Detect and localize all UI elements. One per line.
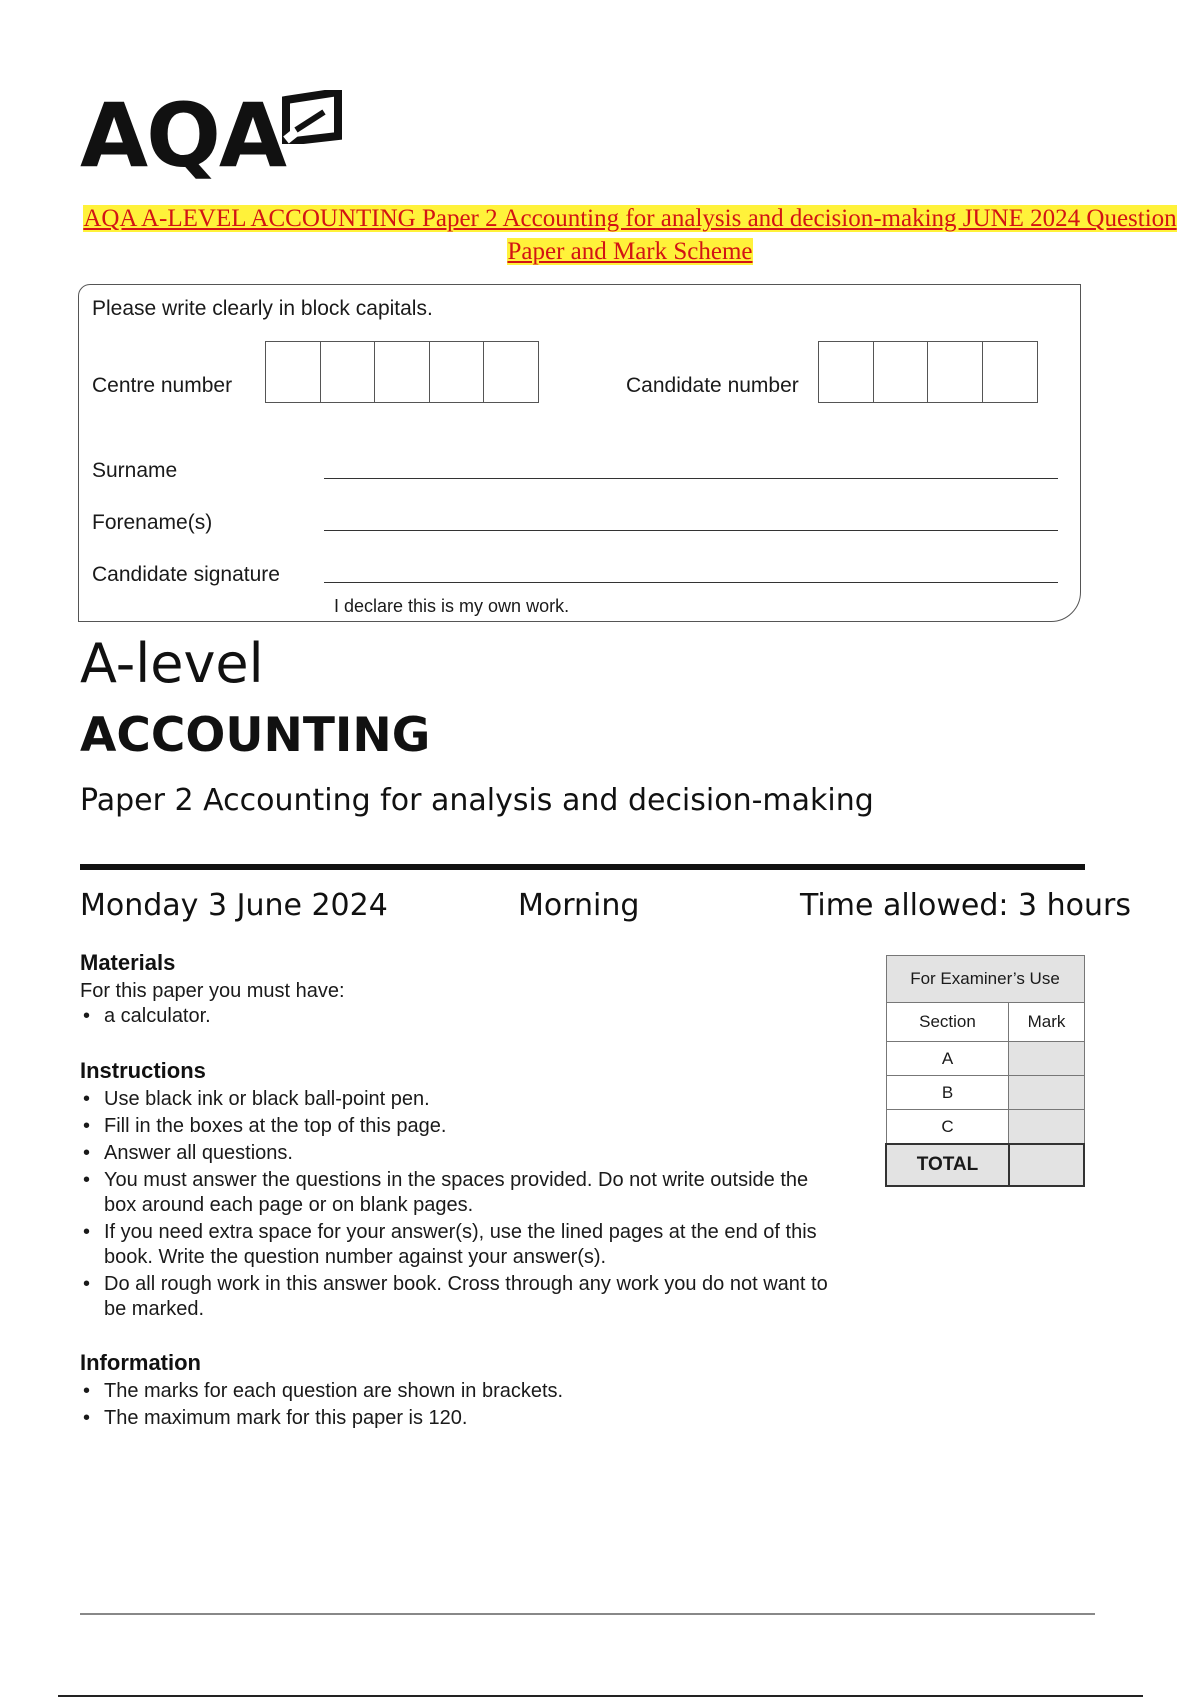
list-item: • Do all rough work in this answer book. Cross through any work you do not want to be marked. (80, 1272, 840, 1322)
footer-rule (80, 1613, 1095, 1615)
forename-field[interactable] (324, 530, 1058, 531)
mark-column-header: Mark (1009, 1003, 1084, 1042)
list-item: • You must answer the questions in the spaces provided. Do not write outside the box around each page or on blank pages. (80, 1168, 840, 1218)
centre-digit-box[interactable] (265, 341, 321, 403)
total-mark-cell (1009, 1144, 1084, 1186)
candidate-digit-box[interactable] (818, 341, 874, 403)
section-cell: A (886, 1042, 1009, 1076)
heading-rule (80, 864, 1085, 870)
centre-digit-box[interactable] (320, 341, 376, 403)
centre-number-boxes (265, 341, 538, 403)
candidate-digit-box[interactable] (873, 341, 929, 403)
section-cell: B (886, 1076, 1009, 1110)
surname-field[interactable] (324, 478, 1058, 479)
qualification-level: A-level (80, 632, 264, 695)
materials-heading: Materials (80, 950, 176, 975)
centre-number-label: Centre number (92, 374, 233, 397)
list-item: • Use black ink or black ball-point pen. (80, 1087, 840, 1112)
examiner-use-table (885, 955, 1085, 1187)
exam-date: Monday 3 June 2024 (80, 888, 388, 923)
page-bottom-rule (58, 1695, 1143, 1697)
list-item: • The marks for each question are shown in brackets. (80, 1379, 840, 1404)
table-row (886, 1042, 1084, 1076)
table-row (886, 1110, 1084, 1145)
information-heading: Information (80, 1350, 201, 1375)
table-row (886, 1076, 1084, 1110)
centre-digit-box[interactable] (374, 341, 430, 403)
centre-digit-box[interactable] (483, 341, 539, 403)
subject-title: ACCOUNTING (80, 708, 431, 763)
surname-label: Surname (92, 459, 178, 482)
declaration-text: I declare this is my own work. (334, 596, 570, 616)
list-item: • The maximum mark for this paper is 120. (80, 1406, 840, 1431)
list-item: • a calculator. (80, 1004, 840, 1029)
time-allowed: Time allowed: 3 hours (800, 888, 1132, 923)
candidate-number-boxes (818, 341, 1036, 403)
aqa-logo-text: AQA (80, 84, 286, 187)
examiner-table-title: For Examiner’s Use (886, 956, 1084, 1003)
centre-digit-box[interactable] (429, 341, 485, 403)
mark-cell (1009, 1076, 1084, 1110)
candidate-digit-box[interactable] (982, 341, 1038, 403)
mark-cell (1009, 1110, 1084, 1145)
candidate-signature-label: Candidate signature (92, 563, 280, 586)
exam-session: Morning (518, 888, 640, 923)
paper-title: Paper 2 Accounting for analysis and decision-making (80, 783, 874, 818)
instructions-section (80, 1058, 840, 1324)
forename-label: Forename(s) (92, 511, 213, 534)
list-item: • Answer all questions. (80, 1141, 840, 1166)
section-column-header: Section (886, 1003, 1009, 1042)
candidate-digit-box[interactable] (927, 341, 983, 403)
block-capitals-instruction: Please write clearly in block capitals. (92, 297, 433, 320)
materials-intro: For this paper you must have: (80, 980, 345, 1002)
total-row (886, 1144, 1084, 1186)
materials-section (80, 950, 840, 1031)
aqa-logo-mark-icon (282, 90, 342, 144)
document-title (80, 202, 1180, 268)
total-label: TOTAL (886, 1144, 1009, 1186)
document-title-text: AQA A-LEVEL ACCOUNTING Paper 2 Accounting for analysis and decision-making JUNE 2024 Question Paper and Mark Scheme (83, 205, 1177, 265)
candidate-signature-field[interactable] (324, 582, 1058, 583)
list-item: • Fill in the boxes at the top of this page. (80, 1114, 840, 1139)
instructions-heading: Instructions (80, 1058, 206, 1083)
mark-cell (1009, 1042, 1084, 1076)
candidate-number-label: Candidate number (626, 374, 799, 397)
information-section (80, 1350, 840, 1433)
section-cell: C (886, 1110, 1009, 1145)
list-item: • If you need extra space for your answer(s), use the lined pages at the end of this book. Write the question number against your answer(s). (80, 1220, 840, 1270)
